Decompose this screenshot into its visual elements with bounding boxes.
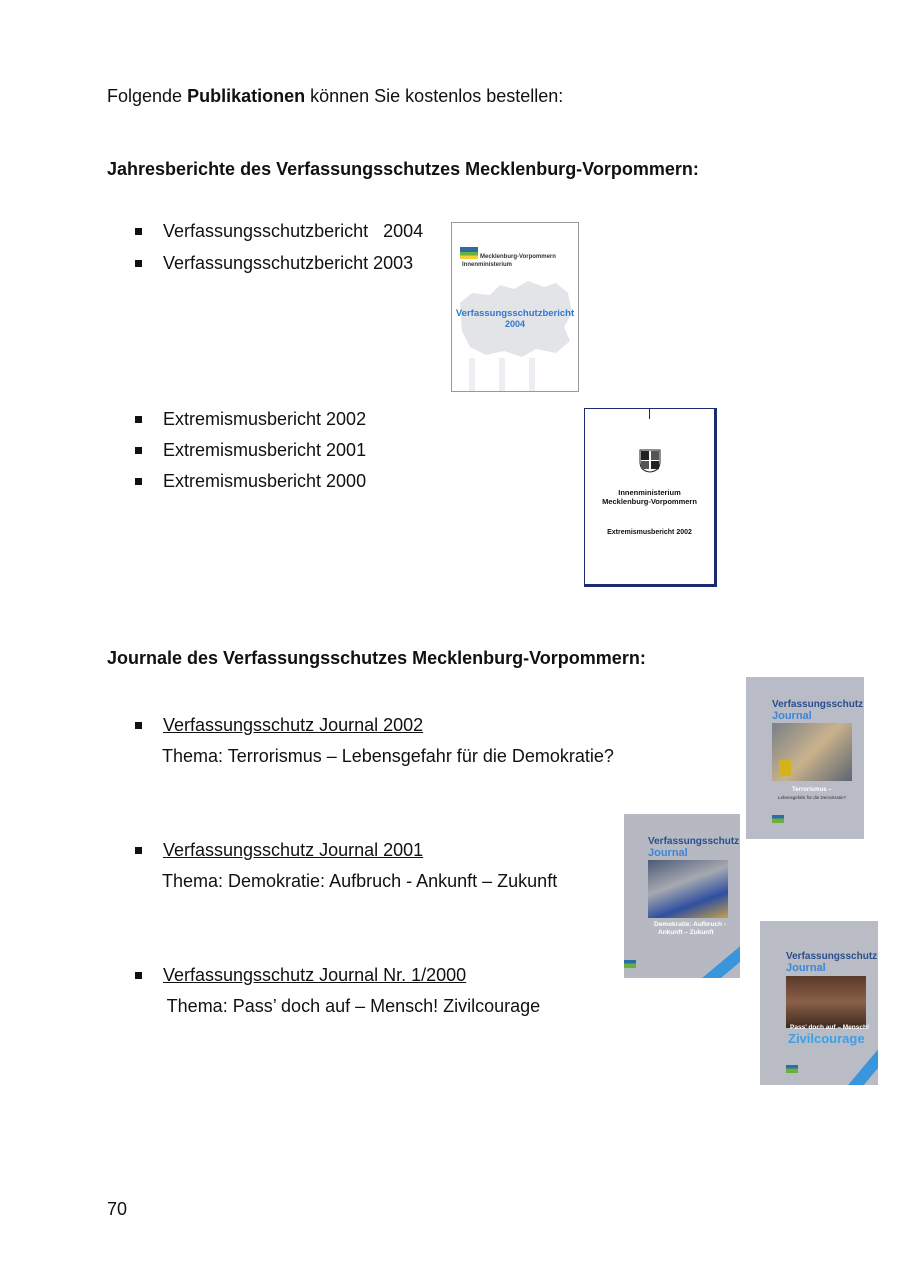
journal-2002-cover-image <box>746 677 864 839</box>
state-logo-icon <box>460 247 478 259</box>
list-item <box>135 409 366 430</box>
intro-text <box>107 86 563 107</box>
cover-line1: Mecklenburg-Vorpommern <box>480 254 556 260</box>
page-number: 70 <box>107 1199 128 1219</box>
journal-2000-thema: Thema: Pass’ doch auf – Mensch! Zivilcourage <box>162 996 541 1016</box>
list-item-label: Extremismusbericht 2001 <box>163 440 367 460</box>
cover-caption: Terrorismus – <box>792 787 832 793</box>
list-item <box>135 253 413 274</box>
list-item-label: Extremismusbericht 2002 <box>163 409 367 429</box>
list-item <box>135 471 366 492</box>
state-logo-icon <box>772 815 784 823</box>
cover-caption2: Ankunft – Zukunft <box>658 929 714 936</box>
list-item-label: Verfassungsschutzbericht 2004 <box>163 221 424 241</box>
journal-2001-link[interactable]: Verfassungsschutz Journal 2001 <box>163 840 424 860</box>
bullet-icon <box>135 972 142 979</box>
cover-caption2: Zivilcourage <box>788 1031 865 1046</box>
bullet-icon <box>135 260 142 267</box>
cover-title: Verfassungsschutz <box>786 951 878 962</box>
state-logo-icon <box>624 960 636 968</box>
cover-line2: Mecklenburg-Vorpommern <box>602 497 697 506</box>
journal-2000-cover-image <box>760 921 878 1085</box>
bullet-icon <box>135 228 142 235</box>
cover-line1: Innenministerium <box>618 488 681 497</box>
list-item <box>135 221 423 242</box>
journal-2001-thema: Thema: Demokratie: Aufbruch - Ankunft – Zukunft <box>162 871 558 891</box>
bullet-icon <box>135 478 142 485</box>
bullet-icon <box>135 847 142 854</box>
cover-title: Extremismusbericht 2002 <box>607 529 692 536</box>
cover-divider <box>649 409 650 419</box>
journal-2002-thema: Thema: Terrorismus – Lebensgefahr für die Demokratie? <box>162 746 614 766</box>
collage-photo-image <box>648 860 728 918</box>
cover-title: Verfassungsschutzbericht <box>455 308 575 319</box>
cover-subtitle: Journal <box>772 710 812 722</box>
coat-of-arms-icon <box>639 449 661 473</box>
list-item <box>135 440 366 461</box>
cover-subtitle: Journal <box>648 847 688 859</box>
bullet-icon <box>135 447 142 454</box>
journal-2000-link[interactable]: Verfassungsschutz Journal Nr. 1/2000 <box>163 965 467 985</box>
cover-caption: Demokratie: Aufbruch - <box>654 921 726 928</box>
monkeys-photo-image <box>786 976 866 1028</box>
section1-heading: Jahresberichte des Verfassungsschutzes Mecklenburg-Vorpommern: <box>107 159 699 179</box>
list-item <box>135 715 423 736</box>
cover-subtitle: Journal <box>786 962 826 974</box>
list-item <box>135 965 466 986</box>
cover-caption: Pass’ doch auf – Mensch! <box>790 1024 870 1031</box>
list-item-label: Extremismusbericht 2000 <box>163 471 367 491</box>
list-item <box>135 840 423 861</box>
bullet-icon <box>135 416 142 423</box>
extremism-report-cover-image <box>584 408 717 587</box>
section2-heading: Journale des Verfassungsschutzes Mecklenburg-Vorpommern: <box>107 648 646 668</box>
intro-suffix: können Sie kostenlos bestellen: <box>310 86 564 106</box>
journal-2001-cover-image <box>624 814 740 978</box>
cover-title: Verfassungsschutz <box>772 699 864 710</box>
list-item-label: Verfassungsschutzbericht 2003 <box>163 253 414 273</box>
state-logo-icon <box>786 1065 798 1073</box>
corner-ribbon <box>702 933 740 978</box>
intro-bold: Publikationen <box>187 86 306 106</box>
journal-2002-link[interactable]: Verfassungsschutz Journal 2002 <box>163 715 424 735</box>
bullet-icon <box>135 722 142 729</box>
cover-caption2: Lebensgefahr für die Demokratie? <box>778 795 847 800</box>
cover-title: Verfassungsschutz <box>648 836 740 847</box>
intro-prefix: Folgende <box>107 86 183 106</box>
cover-line2: Innenministerium <box>462 262 513 268</box>
vs-report-cover-image <box>451 222 579 392</box>
cover-year: 2004 <box>504 319 526 329</box>
book-icon <box>779 760 791 776</box>
